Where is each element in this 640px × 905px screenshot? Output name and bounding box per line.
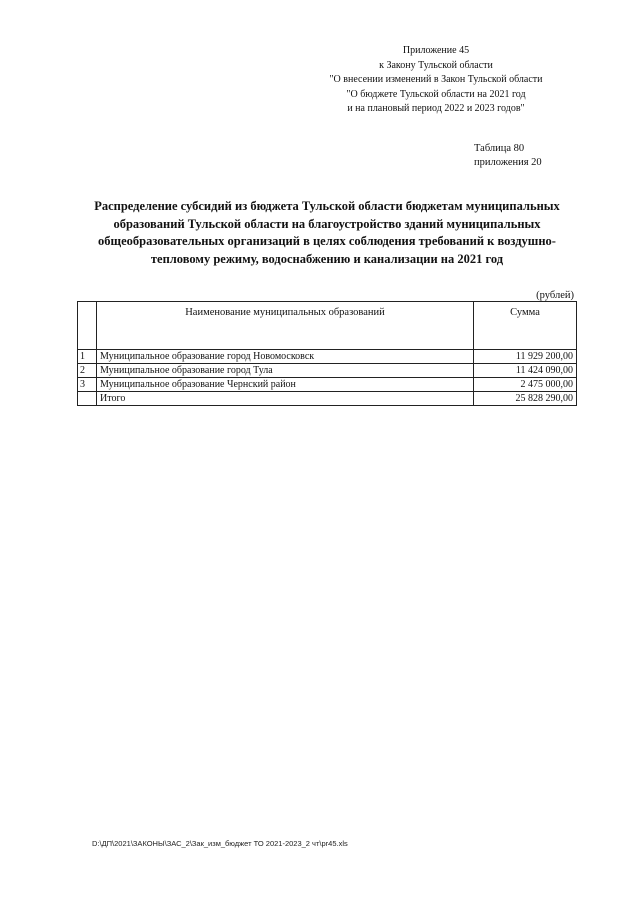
attachment-line: "О бюджете Тульской области на 2021 год	[346, 88, 526, 100]
row-number: 1	[78, 350, 97, 364]
table-reference	[474, 142, 542, 170]
attachment-line: и на плановый период 2022 и 2023 годов"	[347, 103, 525, 114]
row-name: Муниципальное образование Чернский район	[97, 378, 474, 392]
attachment-line: Приложение 45	[402, 45, 470, 56]
file-path-footer: D:\ДП\2021\ЗАКОНЫ\ЗАС_2\Зак_изм_бюджет ТО 2021-2023_2 чт\pr45.xls	[92, 839, 348, 848]
header-name: Наименование муниципальных образований	[97, 302, 474, 350]
header-sum: Сумма	[474, 302, 577, 350]
table-header-row	[78, 302, 577, 350]
attachment-header	[306, 44, 566, 117]
row-number: 3	[78, 378, 97, 392]
attachment-line: к Закону Тульской области	[379, 59, 493, 71]
row-name: Муниципальное образование город Тула	[97, 364, 474, 378]
table-number: Таблица 80	[474, 143, 525, 154]
table-appendix: приложения 20	[474, 157, 542, 168]
table-row	[78, 378, 577, 392]
total-row	[78, 392, 577, 406]
table-row	[78, 350, 577, 364]
total-label: Итого	[97, 392, 474, 406]
row-name: Муниципальное образование город Новомосковск	[97, 350, 474, 364]
row-sum: 11 929 200,00	[474, 350, 577, 364]
document-title: Распределение субсидий из бюджета Тульской области бюджетам муниципальных образований Тульской области на благоустройство зданий муниципальных общеобразовательных организаций в целях соблюдения требований к воздушно-тепловому режиму, водоснабжению и канализации на 2021 год	[94, 199, 560, 266]
row-sum: 2 475 000,00	[474, 378, 577, 392]
row-number: 2	[78, 364, 97, 378]
attachment-line: "О внесении изменений в Закон Тульской области	[329, 74, 543, 85]
table-row	[78, 364, 577, 378]
header-number	[78, 302, 97, 350]
total-sum: 25 828 290,00	[474, 392, 577, 406]
subsidy-table	[77, 301, 577, 406]
total-number	[78, 392, 97, 406]
row-sum: 11 424 090,00	[474, 364, 577, 378]
units-label: (рублей)	[536, 290, 574, 301]
